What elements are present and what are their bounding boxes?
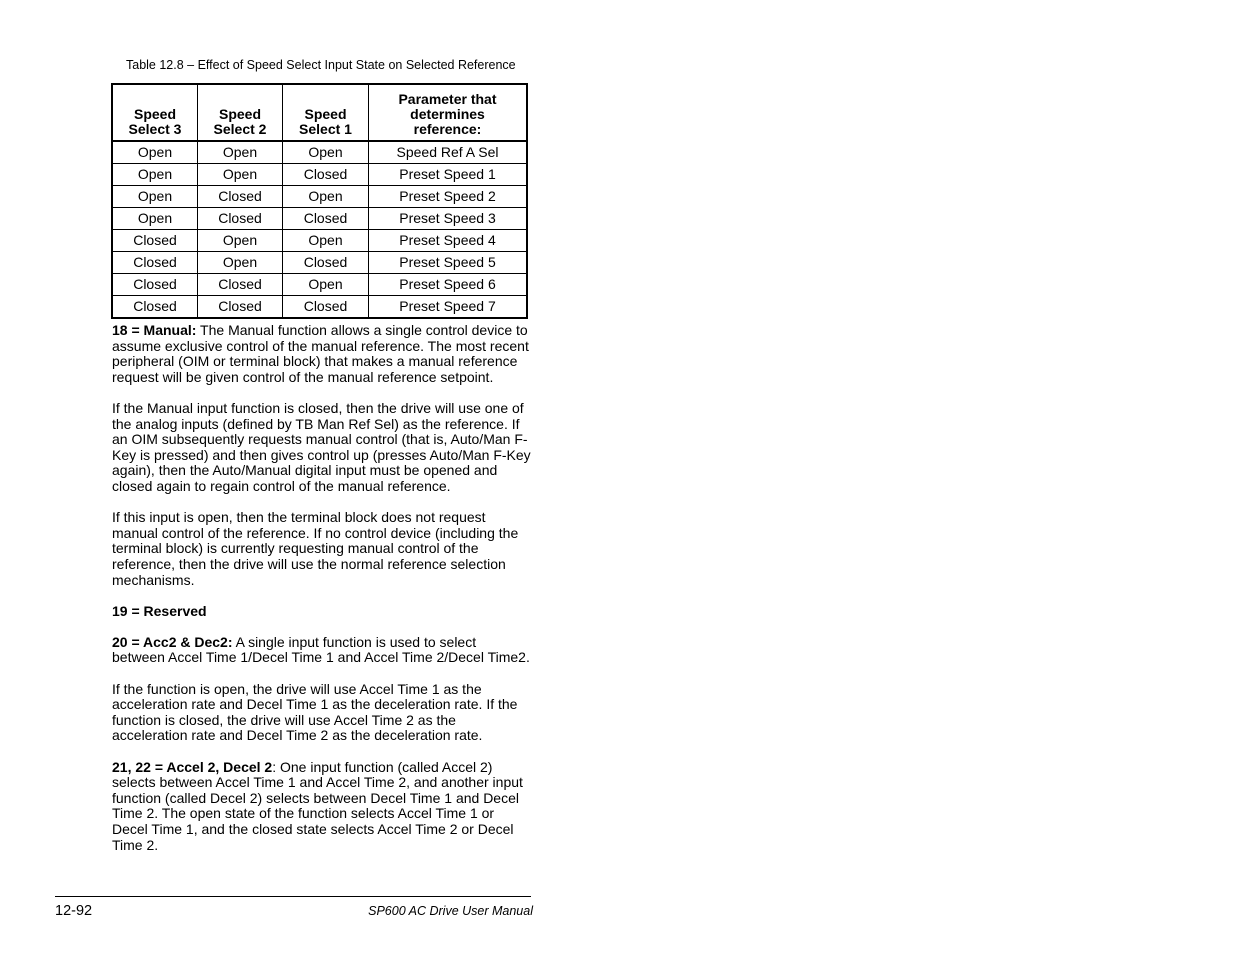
paragraph (112, 510, 532, 588)
header-speed-select-3 (112, 84, 198, 141)
table-header-row (112, 84, 527, 141)
table-row (112, 296, 527, 319)
paragraph-text: A single input function is used to select between Accel Time 1/Decel Time 1 and Accel Time 2/Decel Time2. (112, 633, 530, 666)
table-row (112, 252, 527, 274)
table-row (112, 141, 527, 164)
table-cell: Open (112, 164, 198, 186)
paragraph-text: : One input function (called Accel 2) selects between Accel Time 1 and Accel Time 2, and another input function (called Decel 2) selects between Decel Time 1 and Decel Time 2. The open state of the function selects Accel Time 1 or Decel Time 1, and the closed state selects Accel Time 2 or Decel Time 2. (112, 758, 523, 853)
paragraph (112, 401, 532, 495)
header-parameter (369, 84, 528, 141)
table-cell: Open (112, 141, 198, 164)
page-number: 12-92 (55, 903, 93, 919)
footer-rule (55, 896, 531, 897)
header-line: reference: (413, 121, 482, 137)
table-cell: Closed (112, 274, 198, 296)
table-cell: Preset Speed 5 (369, 252, 528, 274)
speed-select-table (111, 83, 528, 319)
table-cell: Closed (198, 186, 283, 208)
table-cell: Closed (283, 252, 369, 274)
header-speed-select-2 (198, 84, 283, 141)
paragraph (112, 760, 532, 854)
paragraph-text: If the Manual input function is closed, then the drive will use one of the analog inputs (defined by TB Man Ref Sel) as the reference. If an OIM subsequently requests manual control (that is, Auto/Man F-Key is pressed) and then gives control up (presses Auto/Man F-Key again), then the Auto/Manual digital input must be opened and closed again to regain control of the manual reference. (112, 399, 531, 494)
table-cell: Open (198, 252, 283, 274)
header-line: Parameter that (398, 91, 497, 107)
paragraph (112, 635, 532, 666)
paragraph-lead: 18 = Manual: (112, 322, 197, 338)
paragraph (112, 604, 532, 620)
header-line: Speed (133, 106, 176, 122)
table-cell: Closed (283, 164, 369, 186)
body-text (112, 323, 532, 869)
table-cell: Speed Ref A Sel (369, 141, 528, 164)
table-row (112, 208, 527, 230)
paragraph-text: If this input is open, then the terminal block does not request manual control of the reference. If no control device (including the terminal block) is currently requesting manual control of the reference, then the drive will use the normal reference selection mechanisms. (112, 509, 519, 588)
header-line: Select 3 (128, 121, 182, 137)
table-cell: Open (112, 208, 198, 230)
header-line: determines (410, 106, 485, 122)
header-speed-select-1 (283, 84, 369, 141)
header-line: Speed (304, 106, 347, 122)
paragraph (112, 323, 532, 385)
table-cell: Open (283, 230, 369, 252)
table-cell: Open (283, 274, 369, 296)
table-cell: Closed (283, 208, 369, 230)
manual-title: SP600 AC Drive User Manual (368, 904, 533, 918)
table-row (112, 164, 527, 186)
table-cell: Closed (198, 296, 283, 319)
table-caption: Table 12.8 – Effect of Speed Select Input State on Selected Reference (126, 58, 516, 72)
table-row (112, 186, 527, 208)
table-cell: Open (198, 230, 283, 252)
table-cell: Closed (198, 208, 283, 230)
paragraph-lead: 21, 22 = Accel 2, Decel 2 (112, 758, 273, 775)
table-cell: Closed (112, 230, 198, 252)
table-cell: Preset Speed 6 (369, 274, 528, 296)
table-cell: Open (198, 164, 283, 186)
table-row (112, 230, 527, 252)
paragraph-text: The Manual function allows a single control device to assume exclusive control of the manual reference. The most recent peripheral (OIM or terminal block) that makes a manual reference request will be given control of the manual reference setpoint. (112, 322, 529, 385)
paragraph-lead: 20 = Acc2 & Dec2: (112, 633, 233, 650)
table-cell: Open (283, 141, 369, 164)
paragraph-lead: 19 = Reserved (112, 602, 207, 619)
header-line: Select 1 (299, 121, 352, 137)
header-line: Speed (218, 106, 261, 122)
table-cell: Closed (112, 296, 198, 319)
table-cell: Closed (283, 296, 369, 319)
table-row (112, 274, 527, 296)
table-cell: Preset Speed 4 (369, 230, 528, 252)
table-cell: Preset Speed 7 (369, 296, 528, 319)
table-cell: Preset Speed 3 (369, 208, 528, 230)
header-line: Select 2 (213, 121, 267, 137)
table-cell: Preset Speed 2 (369, 186, 528, 208)
table-cell: Open (283, 186, 369, 208)
table-cell: Preset Speed 1 (369, 164, 528, 186)
table-cell: Closed (112, 252, 198, 274)
table-cell: Open (198, 141, 283, 164)
table-body (112, 141, 527, 318)
paragraph (112, 682, 532, 744)
table-cell: Open (112, 186, 198, 208)
paragraph-text: If the function is open, the drive will use Accel Time 1 as the acceleration rate and Decel Time 1 as the deceleration rate. If the function is closed, the drive will use Accel Time 2 as the acceleration rate and Decel Time 2 as the deceleration rate. (112, 680, 518, 744)
table-cell: Closed (198, 274, 283, 296)
